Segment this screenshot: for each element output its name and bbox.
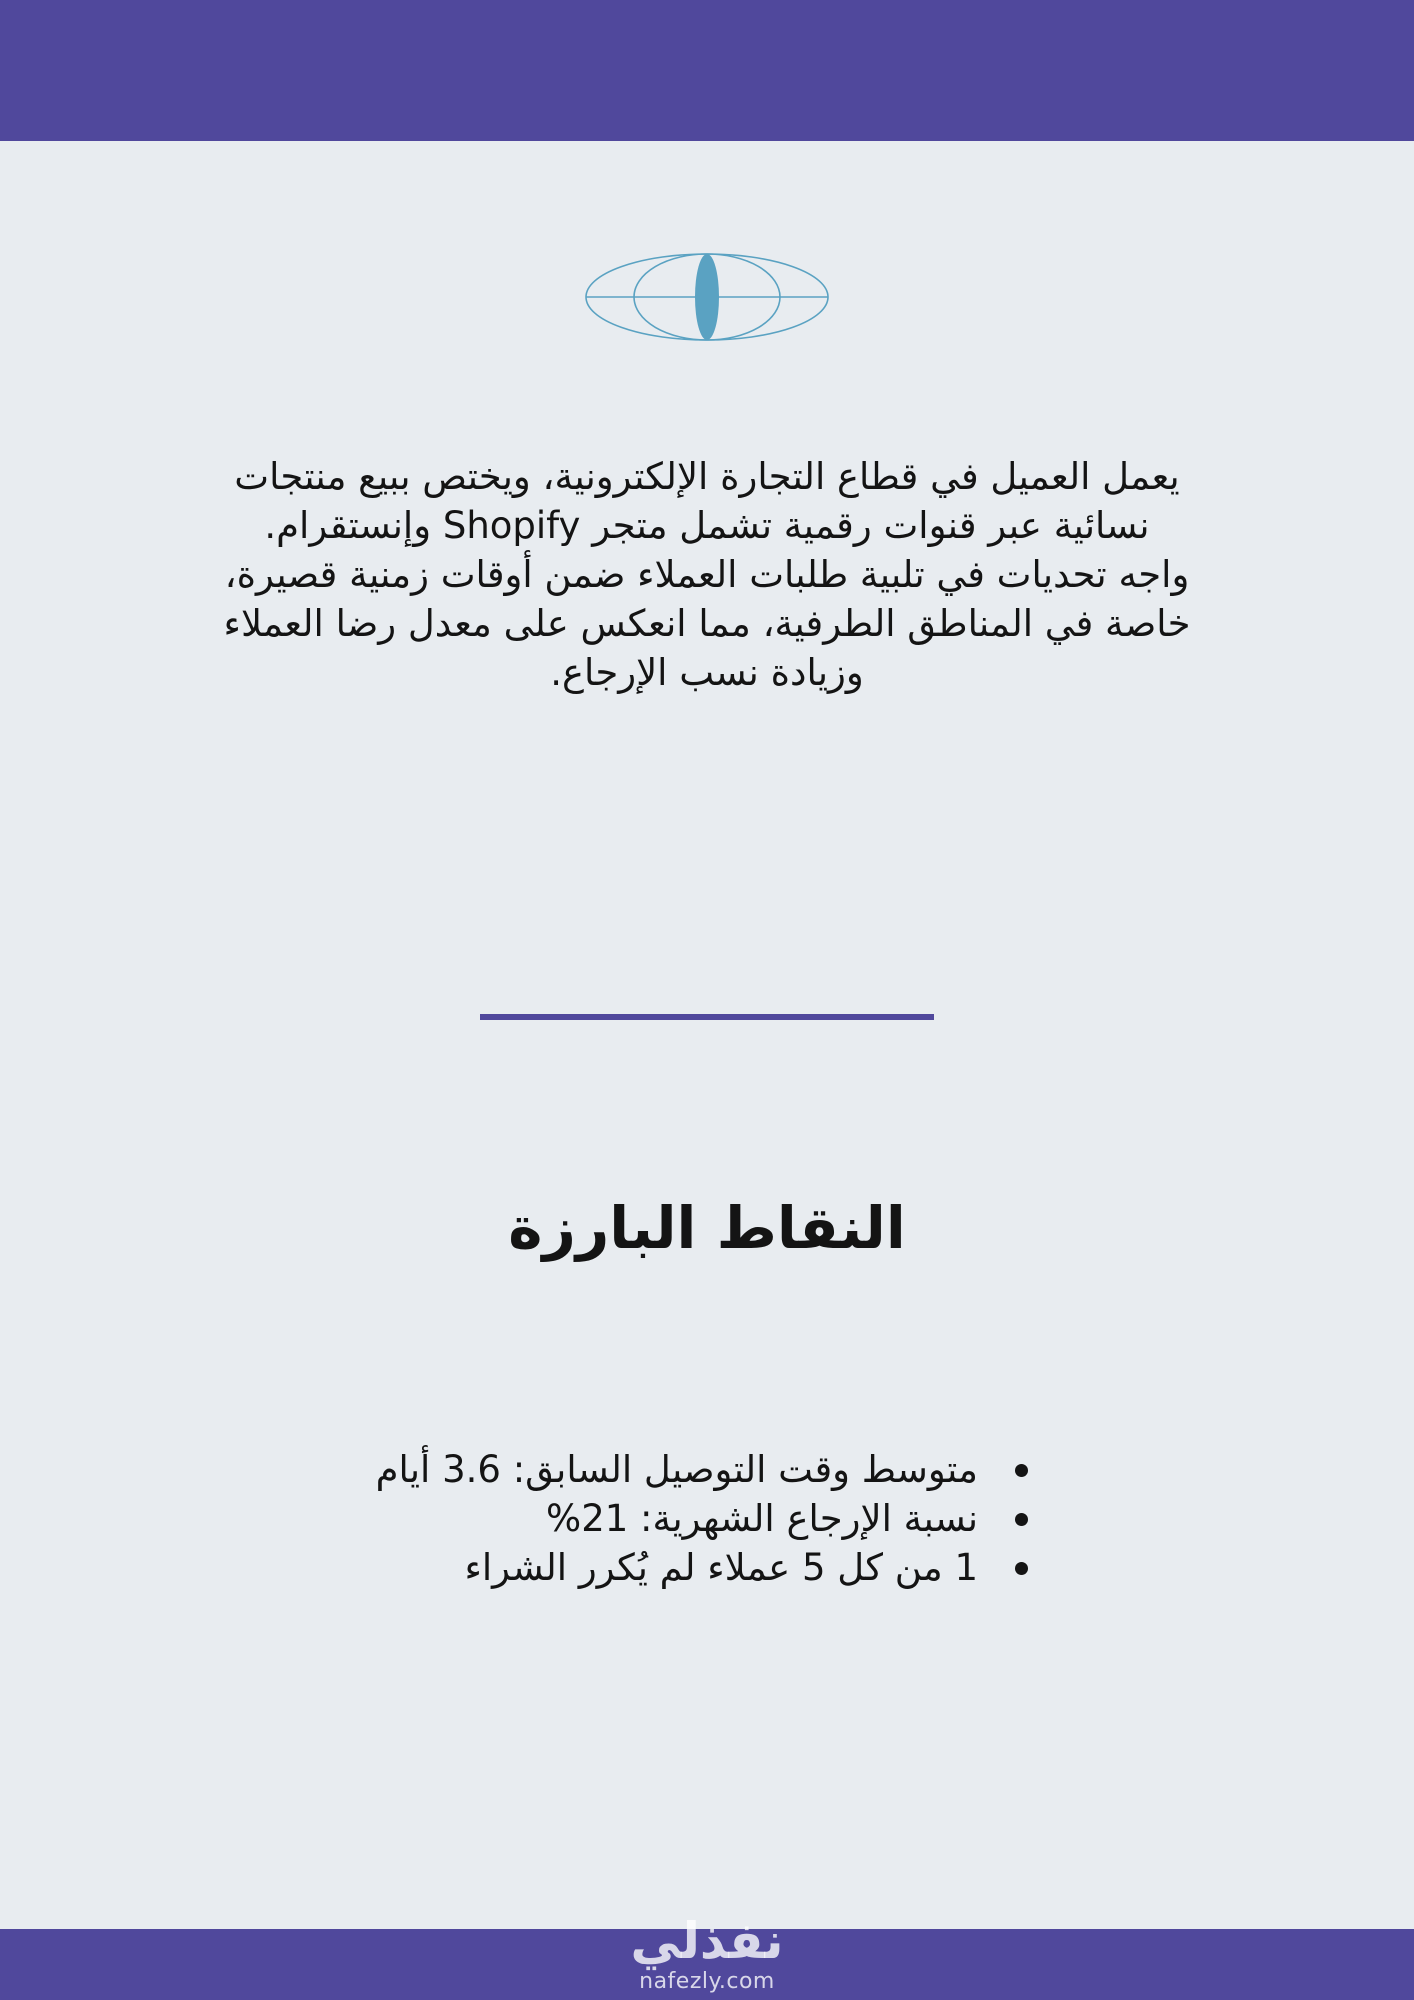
highlights-list bbox=[300, 1445, 1030, 1592]
highlights-heading: النقاط البارزة bbox=[508, 1194, 906, 1262]
brand-url: nafezly.com bbox=[639, 1969, 775, 1994]
highlight-item bbox=[300, 1494, 1030, 1543]
intro-line: يعمل العميل في قطاع التجارة الإلكترونية، ويختص ببيع منتجات bbox=[234, 455, 1180, 498]
highlight-item bbox=[300, 1445, 1030, 1494]
highlight-text: نسبة الإرجاع الشهرية: 21% bbox=[546, 1497, 978, 1540]
bullet-icon bbox=[1015, 1464, 1028, 1477]
eye-lens-emblem-icon bbox=[583, 250, 831, 344]
highlight-text: متوسط وقت التوصيل السابق: 3.6 أيام bbox=[375, 1448, 978, 1491]
section-divider bbox=[480, 1014, 934, 1020]
logo-wordmark: نفذلي bbox=[630, 1912, 784, 1970]
highlight-text: 1 من كل 5 عملاء لم يُكرر الشراء bbox=[464, 1546, 978, 1589]
intro-paragraph bbox=[190, 452, 1224, 697]
intro-line: خاصة في المناطق الطرفية، مما انعكس على معدل رضا العملاء bbox=[223, 602, 1191, 645]
bullet-icon bbox=[1015, 1513, 1028, 1526]
intro-line: واجه تحديات في تلبية طلبات العملاء ضمن أوقات زمنية قصيرة، bbox=[224, 553, 1190, 596]
nafezly-logo[interactable] bbox=[600, 1912, 814, 2000]
intro-line: وزيادة نسب الإرجاع. bbox=[550, 651, 864, 694]
header-band bbox=[0, 0, 1414, 141]
intro-line: نسائية عبر قنوات رقمية تشمل متجر Shopify وإنستقرام. bbox=[264, 504, 1150, 547]
highlight-item bbox=[300, 1543, 1030, 1592]
bullet-icon bbox=[1015, 1562, 1028, 1575]
